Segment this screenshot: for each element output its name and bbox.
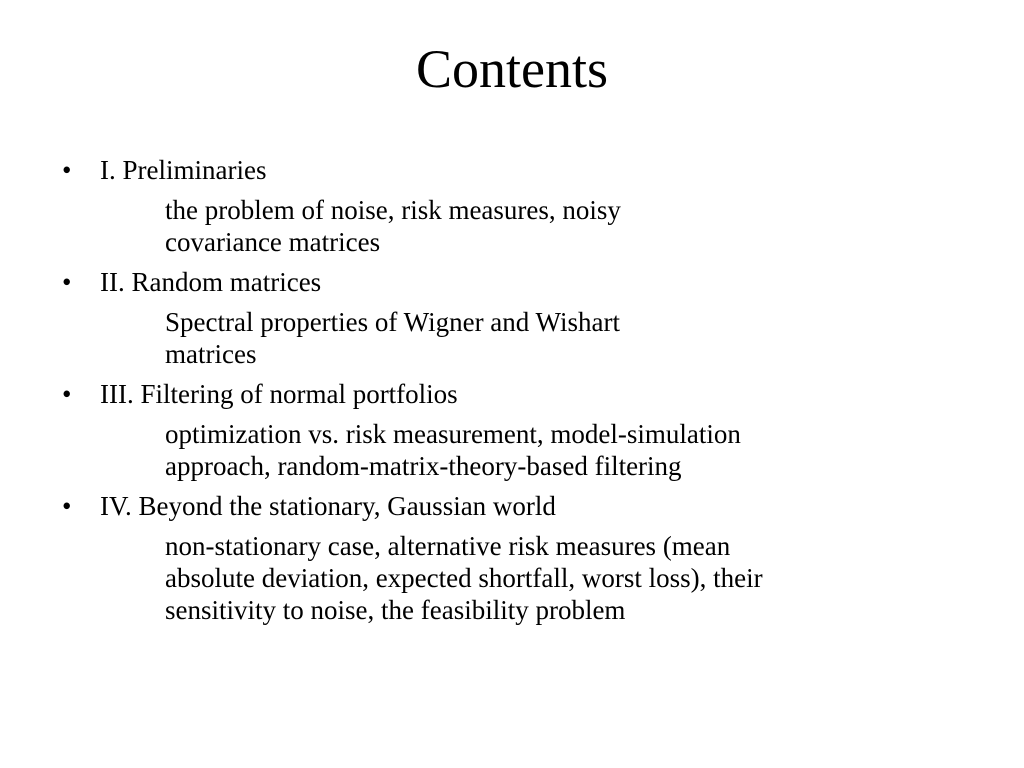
description-line: approach, random-matrix-theory-based filtering	[165, 451, 682, 481]
section-heading: I. Preliminaries	[100, 155, 267, 185]
bullet-icon: •	[62, 155, 72, 185]
section-heading: II. Random matrices	[100, 267, 322, 297]
section-filtering-normal-portfolios	[60, 376, 960, 482]
section-beyond-stationary	[60, 488, 960, 626]
contents-list	[60, 152, 960, 632]
description-line: absolute deviation, expected shortfall, worst loss), their	[165, 563, 763, 593]
description-line: the problem of noise, risk measures, noisy	[165, 195, 621, 225]
section-heading-line	[60, 152, 960, 188]
section-heading-line	[60, 264, 960, 300]
description-line: non-stationary case, alternative risk measures (mean	[165, 531, 731, 561]
bullet-icon: •	[62, 267, 72, 297]
description-line: Spectral properties of Wigner and Wishart	[165, 307, 620, 337]
slide-title: Contents	[415, 39, 608, 99]
description-line: covariance matrices	[165, 227, 381, 257]
section-description	[165, 306, 945, 370]
bullet-icon: •	[62, 379, 72, 409]
bullet-icon: •	[62, 491, 72, 521]
section-description	[165, 418, 945, 482]
section-heading-line	[60, 488, 960, 524]
section-heading-line	[60, 376, 960, 412]
section-random-matrices	[60, 264, 960, 370]
section-heading: IV. Beyond the stationary, Gaussian world	[100, 491, 556, 521]
description-line: matrices	[165, 339, 257, 369]
section-description	[165, 530, 945, 626]
section-description	[165, 194, 945, 258]
section-preliminaries	[60, 152, 960, 258]
description-line: optimization vs. risk measurement, model-simulation	[165, 419, 741, 449]
description-line: sensitivity to noise, the feasibility problem	[165, 595, 626, 625]
section-heading: III. Filtering of normal portfolios	[100, 379, 458, 409]
